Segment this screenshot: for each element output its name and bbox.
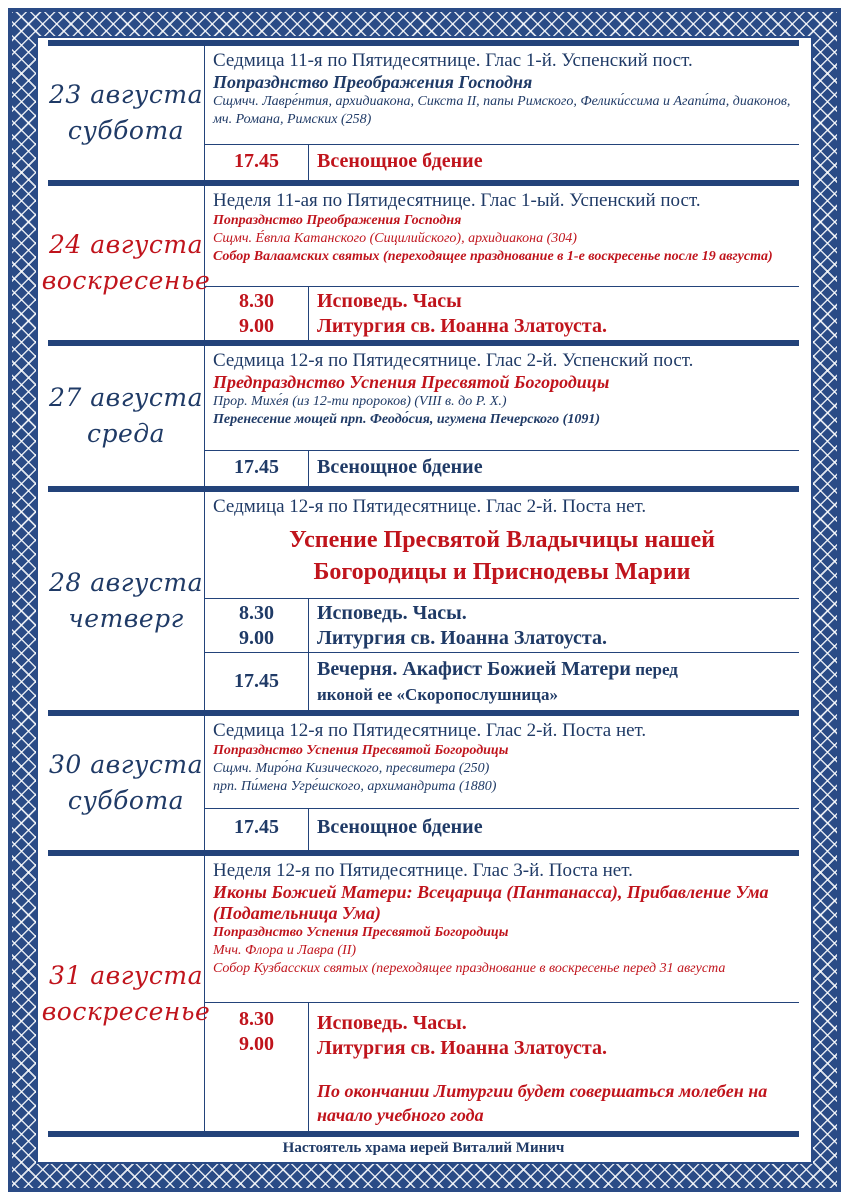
saints-line: Прор. Михе́я (из 12-ти пророков) (VIII в. до Р. Х.) <box>213 394 507 409</box>
day-date-cell <box>48 46 205 180</box>
service-name <box>317 1003 791 1127</box>
feast-line: Иконы Божией Матери: Всецарица (Пантанасса), Прибавление Ума (Подательница Ума) <box>213 882 769 923</box>
saints-line: Сщмч. Миро́на Кизического, пресвитера (250) <box>213 761 490 776</box>
day-date: 30 августа <box>49 750 203 779</box>
service-time <box>205 599 309 652</box>
day-date-cell <box>48 716 205 850</box>
saints-line: Сщмчч. Лавре́нтия, архидиакона, Сикста II, папы Римского, Фелики́ссима и Агапи́та, диаконов, мч. Романа, Римских (258) <box>213 94 791 127</box>
service-note: По окончании Литургии будет совершаться молебен на начало учебного года <box>317 1081 768 1125</box>
service-time-value: 17.45 <box>234 816 279 838</box>
service-name-line: Литургия св. Иоанна Златоуста. <box>317 627 607 649</box>
service-time-value: 8.30 <box>239 290 274 312</box>
service-time-value: 17.45 <box>234 456 279 478</box>
service-name <box>317 653 791 707</box>
day-info <box>205 492 799 588</box>
service-name-bold: Вечерня. Акафист Божией Матери <box>317 658 631 680</box>
service-name: Всенощное бдение <box>317 456 483 478</box>
service-name-line: Исповедь. Часы. <box>317 1012 467 1034</box>
service-time <box>205 145 309 180</box>
service-row <box>205 1002 799 1137</box>
day-date-cell <box>41 856 211 1131</box>
service-row <box>205 808 799 850</box>
feast-line: Попразднство Успения Пресвятой Богородицы <box>213 743 509 758</box>
feast-line: Попразднство Преображения Господня <box>213 213 462 228</box>
day-weekday: четверг <box>68 604 184 633</box>
day-info <box>205 856 799 978</box>
great-feast-title <box>213 524 791 588</box>
day-date: 31 августа <box>49 960 203 990</box>
service-time-value: 17.45 <box>234 150 279 172</box>
day-date-cell <box>48 346 205 486</box>
day-weekday: суббота <box>67 786 185 815</box>
service-name: Всенощное бдение <box>317 816 483 838</box>
service-name: Всенощное бдение <box>317 150 483 172</box>
saints-line: Собор Валаамских святых (переходящее празднование в 1-е воскресенье после 19 августа) <box>213 249 773 264</box>
service-row <box>205 598 799 652</box>
service-time-value: 9.00 <box>239 1033 274 1055</box>
week-line: Седмица 12-я по Пятидесятнице. Глас 2-й. Поста нет. <box>213 496 647 517</box>
day-weekday: воскресенье <box>41 266 211 295</box>
day-date-cell <box>41 186 211 340</box>
day-date: 28 августа <box>49 568 203 597</box>
service-time-value: 8.30 <box>239 1008 274 1030</box>
day-info <box>205 186 799 266</box>
feast-line: Попразднство Успения Пресвятой Богородицы <box>213 925 509 940</box>
day-date: 27 августа <box>49 383 203 412</box>
day-row-23 <box>48 40 799 180</box>
service-name <box>317 287 791 339</box>
day-weekday: воскресенье <box>41 996 211 1026</box>
day-info <box>205 716 799 796</box>
service-time <box>205 809 309 850</box>
feast-line: Предпразднство Успения Пресвятой Богородицы <box>213 372 610 392</box>
saints-line: Собор Кузбасских святых (переходящее празднование в воскресенье перед 31 августа <box>213 961 726 976</box>
saints-line: Мчч. Флора и Лавра (II) <box>213 943 357 958</box>
service-time-value: 9.00 <box>239 627 274 649</box>
service-name-line: Исповедь. Часы <box>317 290 462 312</box>
service-name <box>317 599 791 651</box>
rector-signature: Настоятель храма иерей Виталий Минич <box>48 1131 799 1157</box>
day-row-31 <box>41 850 799 1131</box>
service-name-line: иконой ее «Скоропослушница» <box>317 685 558 704</box>
week-line: Неделя 11-ая по Пятидесятнице. Глас 1-ый. Успенский пост. <box>213 190 701 211</box>
day-row-28 <box>48 486 799 710</box>
great-feast-line: Богородицы и Приснодевы Марии <box>313 559 691 585</box>
saints-line: прп. Пи́мена Угре́шского, архимандрита (1880) <box>213 779 497 794</box>
service-name-rest: перед <box>630 660 678 679</box>
service-name-line: Литургия св. Иоанна Златоуста. <box>317 315 607 337</box>
service-row <box>205 286 799 340</box>
week-line: Неделя 12-я по Пятидесятнице. Глас 3-й. Поста нет. <box>213 860 633 881</box>
day-date: 23 августа <box>49 80 203 109</box>
service-row <box>205 652 799 710</box>
great-feast-line: Успение Пресвятой Владычицы нашей <box>289 527 715 553</box>
week-line: Седмица 11-я по Пятидесятнице. Глас 1-й. Успенский пост. <box>213 50 693 71</box>
service-time <box>205 451 309 486</box>
day-row-30 <box>48 710 799 850</box>
feast-line: Попразднство Преображения Господня <box>213 72 533 92</box>
day-date: 24 августа <box>49 230 203 259</box>
day-row-27 <box>48 340 799 486</box>
service-time-value: 17.45 <box>234 670 279 692</box>
service-time-value: 9.00 <box>239 315 274 337</box>
service-time <box>205 287 309 340</box>
day-weekday: среда <box>86 419 166 448</box>
service-time <box>205 1003 309 1137</box>
saints-line: Перенесение мощей прп. Феодо́сия, игумена Печерского (1091) <box>213 412 601 427</box>
week-line: Седмица 12-я по Пятидесятнице. Глас 2-й. Поста нет. <box>213 720 647 741</box>
service-row <box>205 144 799 180</box>
service-row <box>205 450 799 486</box>
day-info <box>205 46 799 129</box>
service-time-value: 8.30 <box>239 602 274 624</box>
week-line: Седмица 12-я по Пятидесятнице. Глас 2-й. Успенский пост. <box>213 350 694 371</box>
day-row-24 <box>41 180 799 340</box>
saints-line: Сщмч. Е́впла Катанского (Сицилийского), архидиакона (304) <box>213 231 577 246</box>
day-weekday: суббота <box>67 116 185 145</box>
day-info <box>205 346 799 429</box>
day-date-cell <box>48 492 205 710</box>
service-name-line: Исповедь. Часы. <box>317 602 467 624</box>
service-name-line: Литургия св. Иоанна Златоуста. <box>317 1037 607 1059</box>
service-time <box>205 653 309 710</box>
service-name-line <box>317 657 791 682</box>
